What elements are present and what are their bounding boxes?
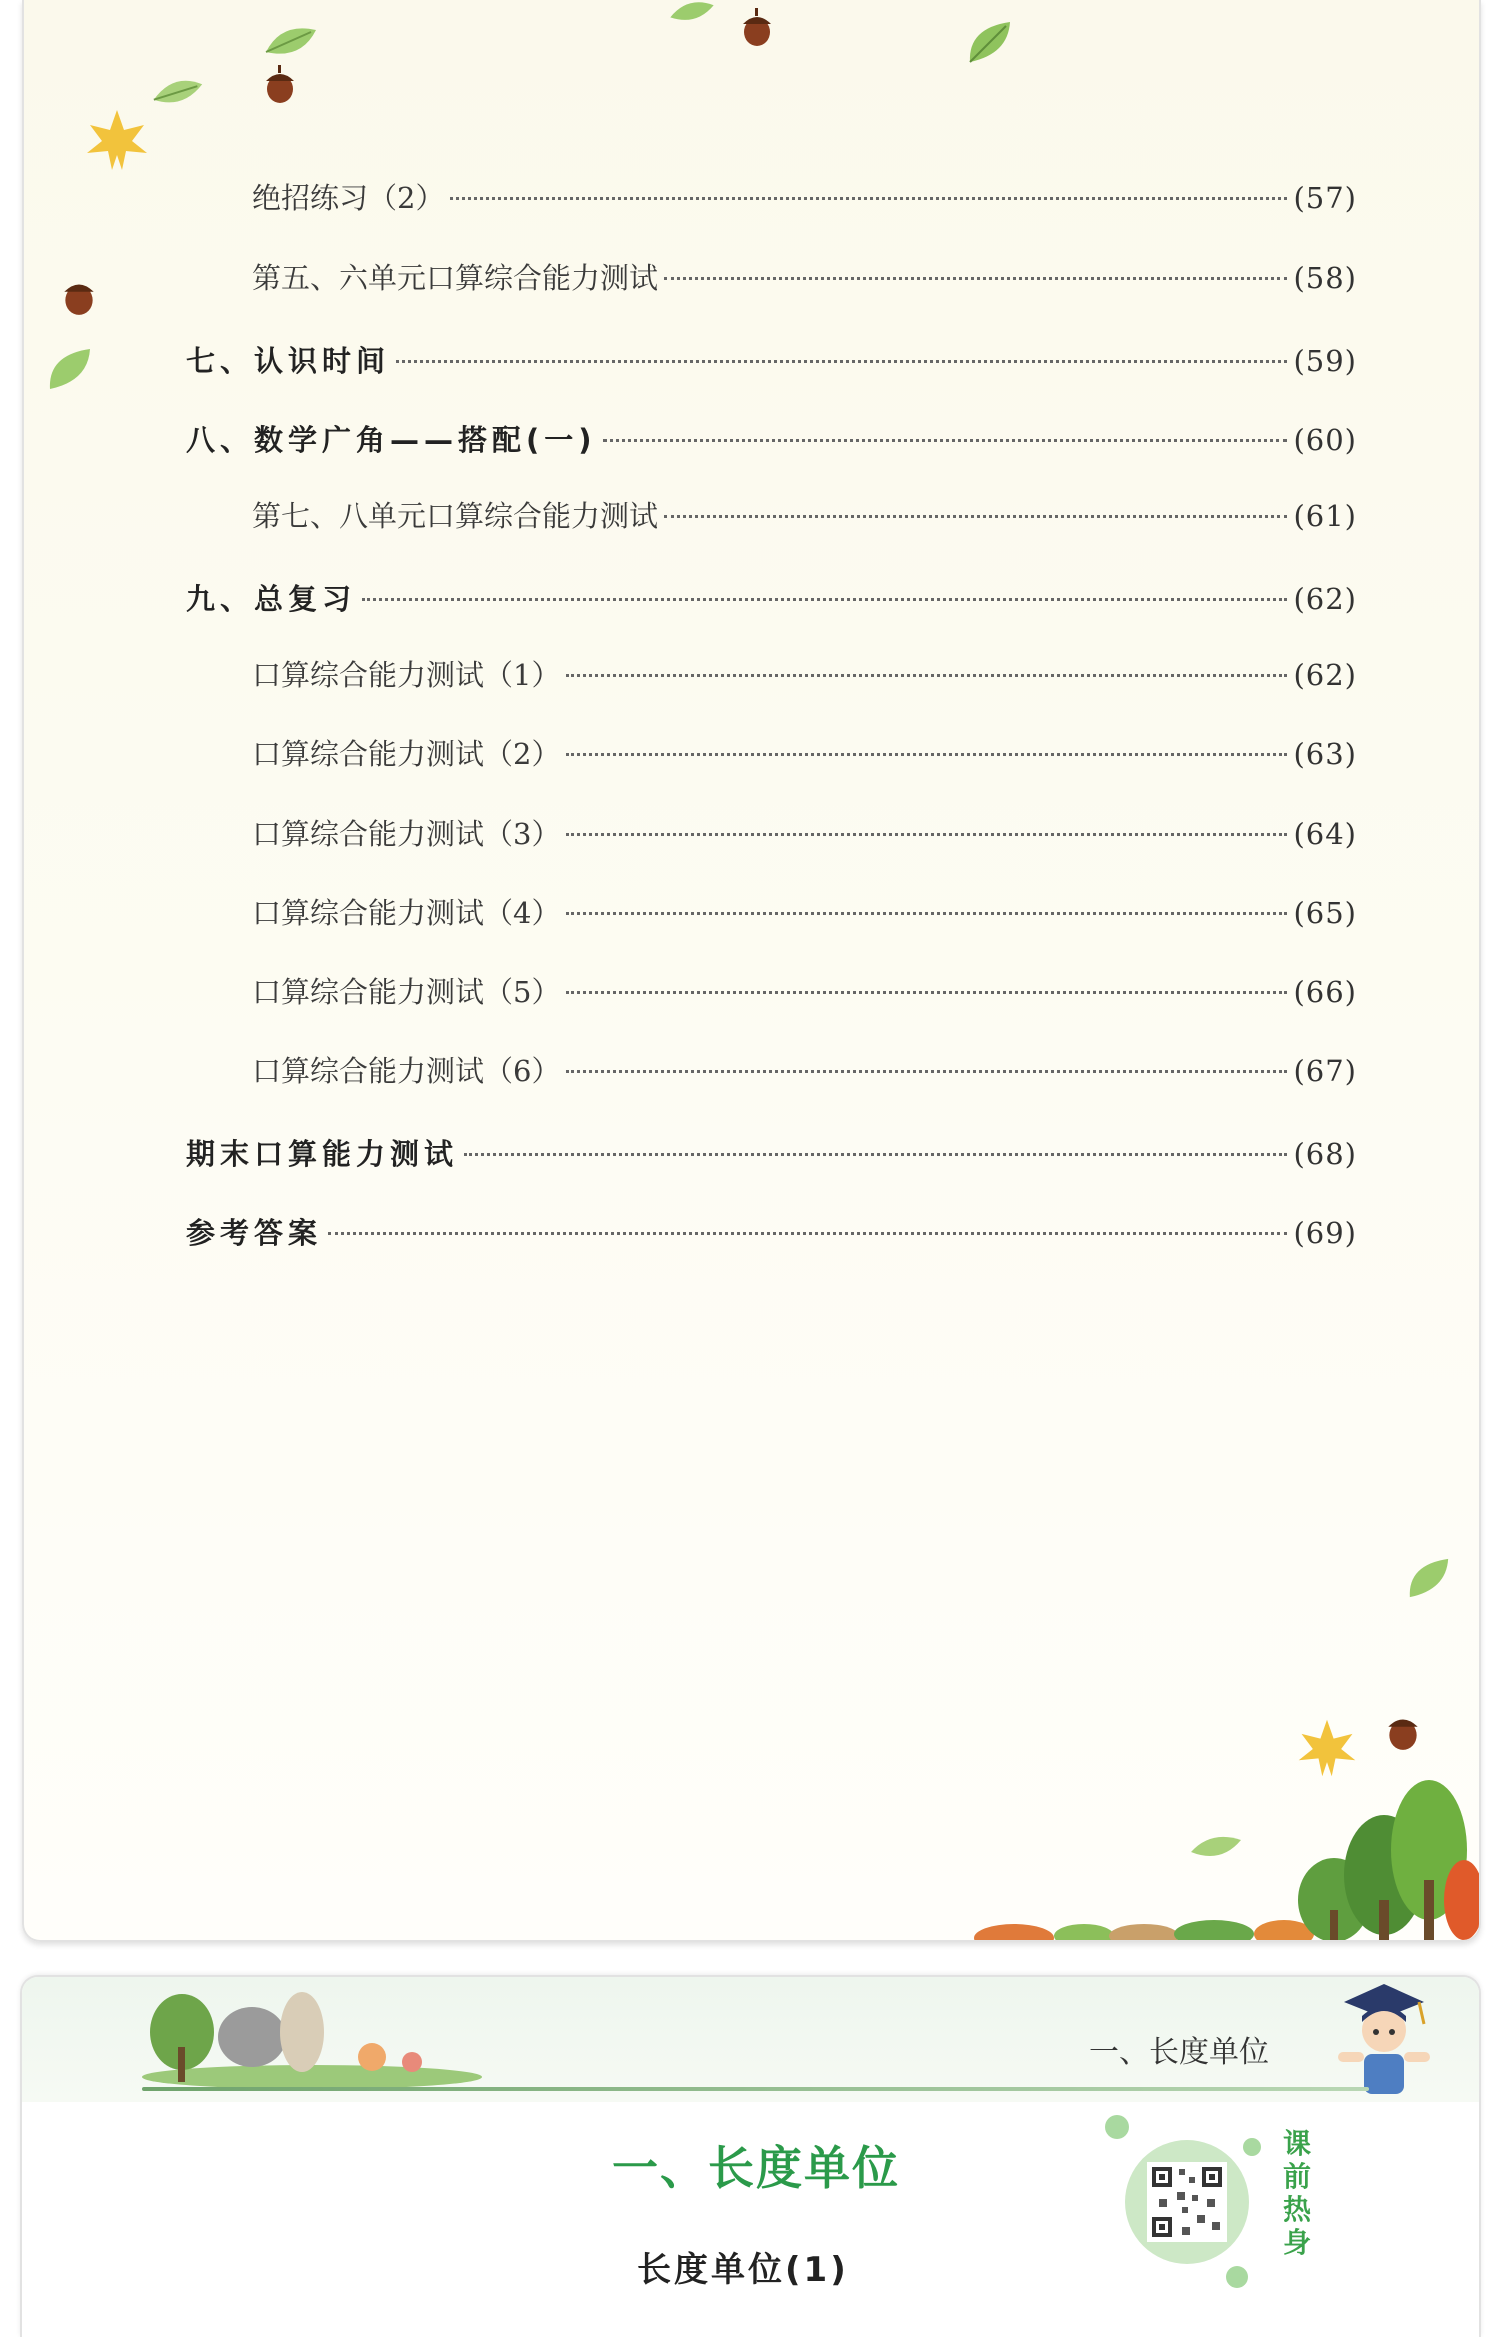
- toc-entry-title: 口算综合能力测试（4）: [252, 896, 561, 930]
- toc-entry-page: (64): [1293, 817, 1357, 851]
- toc-leader-dots: [328, 1232, 1287, 1235]
- toc-entry[interactable]: [186, 579, 1357, 619]
- toc-entry-title: 口算综合能力测试（1）: [252, 658, 561, 692]
- toc-entry-title: 八、数学广角——搭配(一): [186, 423, 597, 457]
- section-title: 长度单位(1): [637, 2250, 849, 2290]
- toc-entry[interactable]: [252, 258, 1357, 298]
- landscape-illustration: [142, 1977, 482, 2089]
- toc-entry[interactable]: [252, 972, 1357, 1012]
- toc-entry[interactable]: [252, 814, 1357, 854]
- toc-entry-page: (62): [1293, 658, 1357, 692]
- toc-leader-dots: [396, 360, 1287, 363]
- toc-entry-page: (63): [1293, 737, 1357, 771]
- toc-entry-title: 七、认识时间: [186, 344, 391, 378]
- toc-entry-page: (66): [1293, 975, 1357, 1009]
- toc-leader-dots: [566, 674, 1287, 677]
- qr-code-icon: [1097, 2107, 1267, 2292]
- toc-leader-dots: [566, 1070, 1287, 1073]
- toc-entry-title: 参考答案: [186, 1216, 323, 1250]
- banner-divider: [142, 2087, 1369, 2091]
- toc-entry-title: 第七、八单元口算综合能力测试: [252, 499, 659, 533]
- toc-leader-dots: [603, 439, 1288, 442]
- toc-entry-title: 口算综合能力测试（5）: [252, 975, 561, 1009]
- toc-entry[interactable]: [186, 1134, 1357, 1174]
- toc-entry-page: (57): [1293, 181, 1357, 215]
- toc-entry-page: (58): [1293, 261, 1357, 295]
- toc-entry[interactable]: [252, 1051, 1357, 1091]
- acorn-icon: [1384, 1710, 1422, 1752]
- chapter-title: 一、长度单位: [612, 2141, 900, 2195]
- student-mascot-icon: [1324, 1982, 1434, 2097]
- toc-entry-page: (61): [1293, 499, 1357, 533]
- toc-entry-title: 绝招练习（2）: [252, 181, 445, 215]
- toc-leader-dots: [566, 912, 1287, 915]
- toc-entry-page: (68): [1293, 1137, 1357, 1171]
- toc-leader-dots: [566, 991, 1287, 994]
- toc-entry[interactable]: [252, 496, 1357, 536]
- leaf-icon: [1404, 1555, 1454, 1601]
- toc-entry-page: (69): [1293, 1216, 1357, 1250]
- toc-entry-page: (60): [1293, 423, 1357, 457]
- toc-leader-dots: [566, 833, 1287, 836]
- table-of-contents: [24, 0, 1479, 1940]
- toc-leader-dots: [664, 515, 1287, 518]
- toc-entry[interactable]: [186, 420, 1357, 460]
- toc-entry-title: 口算综合能力测试（2）: [252, 737, 561, 771]
- maple-leaf-icon: [1294, 1715, 1360, 1781]
- toc-entry-page: (67): [1293, 1054, 1357, 1088]
- toc-leader-dots: [450, 197, 1287, 200]
- toc-entry-title: 第五、六单元口算综合能力测试: [252, 261, 659, 295]
- toc-leader-dots: [664, 277, 1287, 280]
- toc-entry-title: 口算综合能力测试（3）: [252, 817, 561, 851]
- header-label: 一、长度单位: [1089, 2035, 1269, 2070]
- forest-illustration: [974, 1780, 1479, 1940]
- toc-entry-page: (59): [1293, 344, 1357, 378]
- toc-page: [22, 0, 1481, 1942]
- toc-entry[interactable]: [252, 178, 1357, 218]
- toc-entry[interactable]: [186, 1213, 1357, 1253]
- qr-label: 课前热身: [1282, 2127, 1311, 2259]
- toc-entry-title: 口算综合能力测试（6）: [252, 1054, 561, 1088]
- toc-entry-page: (62): [1293, 582, 1357, 616]
- toc-entry-page: (65): [1293, 896, 1357, 930]
- toc-leader-dots: [362, 598, 1287, 601]
- toc-leader-dots: [566, 753, 1287, 756]
- toc-entry-title: 九、总复习: [186, 582, 357, 616]
- toc-leader-dots: [464, 1153, 1287, 1156]
- qr-code-badge[interactable]: [1097, 2107, 1267, 2292]
- toc-entry[interactable]: [252, 893, 1357, 933]
- next-page-preview: [20, 1975, 1481, 2337]
- toc-entry-title: 期末口算能力测试: [186, 1137, 459, 1171]
- header-banner: [22, 1977, 1479, 2102]
- toc-entry[interactable]: [252, 655, 1357, 695]
- toc-entry[interactable]: [186, 341, 1357, 381]
- toc-entry[interactable]: [252, 734, 1357, 774]
